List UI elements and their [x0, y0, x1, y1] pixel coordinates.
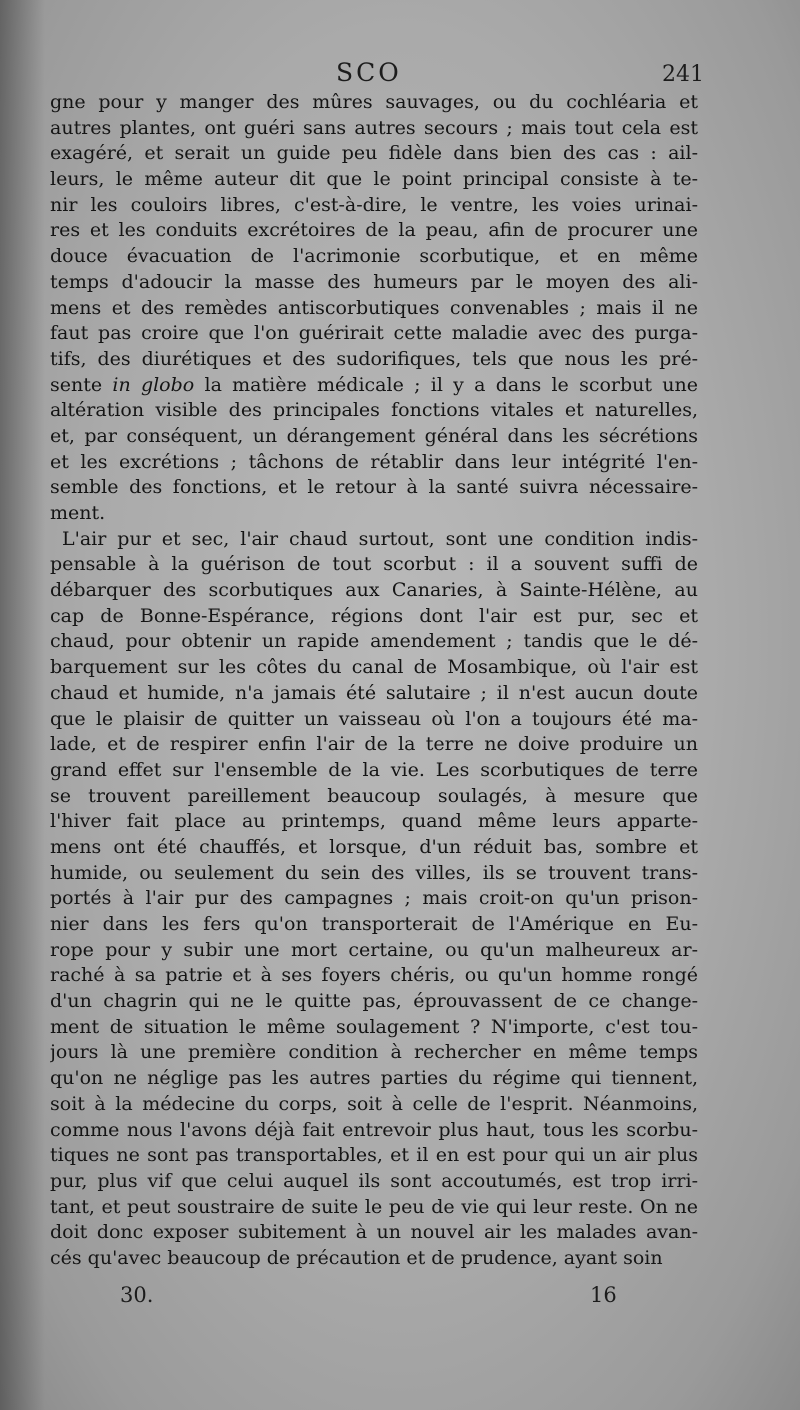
line-text: barquement sur les côtes du canal de Mosambique, où l'air est: [50, 656, 698, 679]
text-line: [50, 501, 698, 527]
text-line: [50, 90, 698, 116]
running-head-title: SCO: [336, 58, 402, 87]
line-text: comme nous l'avons déjà fait entrevoir plus haut, tous les scorbu-: [50, 1118, 698, 1141]
gutter-shadow: [0, 0, 45, 1410]
line-text: tiques ne sont pas transportables, et il en est pour qui un air plus: [50, 1144, 698, 1167]
line-text: pur, plus vif que celui auquel ils sont accoutumés, est trop irri-: [50, 1169, 698, 1192]
line-text: grand effet sur l'ensemble de la vie. Les scorbutiques de terre: [50, 758, 698, 781]
text-line: [50, 989, 698, 1015]
line-text: cap de Bonne-Espérance, régions dont l'air est pur, sec et: [50, 604, 698, 627]
signature-mark-right: 16: [590, 1283, 617, 1307]
text-line: [50, 1220, 698, 1246]
text-line: [50, 167, 698, 193]
line-text: qu'on ne néglige pas les autres parties du régime qui tiennent,: [50, 1067, 698, 1090]
text-line: [50, 116, 698, 142]
line-text: humide, ou seulement du sein des villes, ils se trouvent trans-: [50, 861, 698, 884]
line-text: faut pas croire que l'on guérirait cette maladie avec des purga-: [50, 322, 698, 345]
paragraph-1: [50, 90, 698, 527]
text-line: [50, 1195, 698, 1221]
paragraph-2: [50, 527, 698, 1272]
text-line: [50, 270, 698, 296]
line-text: nier dans les fers qu'on transporterait de l'Amérique en Eu-: [50, 913, 698, 935]
line-text: cés qu'avec beaucoup de précaution et de prudence, ayant soin: [50, 1246, 663, 1269]
text-line: [50, 1040, 698, 1066]
text-line: [50, 1169, 698, 1195]
text-line: [50, 1092, 698, 1118]
line-text-continued: la matière médicale ; il y a dans le scorbut une: [194, 373, 698, 396]
body-text: [50, 90, 698, 1272]
line-text: jours là une première condition à rechercher en même temps: [50, 1041, 698, 1064]
signature-mark-left: 30.: [120, 1283, 154, 1307]
line-text: l'hiver fait place au printemps, quand même leurs apparte-: [50, 810, 698, 833]
text-line: [50, 963, 698, 989]
line-text: portés à l'air pur des campagnes ; mais croit-on qu'un prison-: [50, 887, 698, 910]
text-line: [50, 398, 698, 424]
line-text: et les excrétions ; tâchons de rétablir dans leur intégrité l'en-: [50, 450, 698, 473]
line-text: pensable à la guérison de tout scorbut : il a souvent suffi de: [50, 553, 698, 576]
line-text: L'air pur et sec, l'air chaud surtout, sont une condition indis-: [62, 527, 698, 550]
text-line: [50, 681, 698, 707]
text-line: [50, 578, 698, 604]
line-text: se trouvent pareillement beaucoup soulagés, à mesure que: [50, 784, 698, 807]
text-line: [50, 527, 698, 553]
text-line: [50, 244, 698, 270]
line-text: tant, et peut soustraire de suite le peu de vie qui leur reste. On ne: [50, 1195, 698, 1218]
text-line: [50, 809, 698, 835]
text-line: [50, 912, 698, 938]
text-line: [50, 321, 698, 347]
text-line: [50, 784, 698, 810]
text-line: [50, 424, 698, 450]
line-text: temps d'adoucir la masse des humeurs par le moyen des ali-: [50, 270, 698, 293]
line-text: chaud et humide, n'a jamais été salutaire ; il n'est aucun doute: [50, 681, 698, 704]
italic-phrase: in globo: [112, 373, 195, 396]
line-text: rope pour y subir une mort certaine, ou qu'un malheureux ar-: [50, 938, 698, 961]
text-line: [50, 373, 698, 399]
line-text: semble des fonctions, et le retour à la santé suivra nécessaire-: [50, 476, 698, 499]
text-line: [50, 886, 698, 912]
text-line: [50, 218, 698, 244]
line-text: et, par conséquent, un dérangement général dans les sécrétions: [50, 424, 698, 447]
line-text: leurs, le même auteur dit que le point principal consiste à te-: [50, 168, 698, 191]
line-text: ment de situation le même soulagement ? N'importe, c'est tou-: [50, 1015, 698, 1038]
text-line: [50, 758, 698, 784]
line-text: doit donc exposer subitement à un nouvel air les malades avan-: [50, 1221, 698, 1244]
text-line: [50, 1143, 698, 1169]
line-text: débarquer des scorbutiques aux Canaries, à Sainte-Hélène, au: [50, 579, 698, 602]
text-line: [50, 861, 698, 887]
text-line: [50, 732, 698, 758]
line-text: res et les conduits excrétoires de la peau, afin de procurer une: [50, 219, 698, 242]
text-line: [50, 938, 698, 964]
line-text: tifs, des diurétiques et des sudorifiques, tels que nous les pré-: [50, 347, 698, 370]
text-line: [50, 655, 698, 681]
text-line: [50, 296, 698, 322]
line-text: douce évacuation de l'acrimonie scorbutique, et en même: [50, 245, 698, 268]
line-text: nir les couloirs libres, c'est-à-dire, le ventre, les voies urinai-: [50, 193, 698, 216]
text-line: [50, 835, 698, 861]
line-text: mens et des remèdes antiscorbutiques convenables ; mais il ne: [50, 296, 698, 319]
line-text: ment.: [50, 502, 106, 524]
line-text: autres plantes, ont guéri sans autres secours ; mais tout cela est: [50, 116, 698, 139]
text-line: [50, 1066, 698, 1092]
text-line: [50, 707, 698, 733]
text-line: [50, 604, 698, 630]
text-line: [50, 552, 698, 578]
page-footer: [0, 1283, 800, 1313]
text-line: [50, 450, 698, 476]
text-line: [50, 193, 698, 219]
line-text: mens ont été chauffés, et lorsque, d'un réduit bas, sombre et: [50, 835, 698, 858]
line-text: sente: [50, 373, 113, 396]
page-number: 241: [662, 62, 704, 87]
text-line: [50, 141, 698, 167]
line-text: chaud, pour obtenir un rapide amendement ; tandis que le dé-: [50, 630, 698, 653]
line-text: altération visible des principales fonctions vitales et naturelles,: [50, 399, 698, 422]
line-text: exagéré, et serait un guide peu fidèle dans bien des cas : ail-: [50, 142, 698, 165]
running-head: [0, 58, 800, 88]
line-text: gne pour y manger des mûres sauvages, ou du cochléaria et: [50, 91, 698, 113]
text-line: [50, 1118, 698, 1144]
line-text: lade, et de respirer enfin l'air de la terre ne doive produire un: [50, 733, 698, 756]
text-line: [50, 475, 698, 501]
line-text: d'un chagrin qui ne le quitte pas, éprouvassent de ce change-: [50, 990, 698, 1013]
line-text: soit à la médecine du corps, soit à celle de l'esprit. Néanmoins,: [50, 1092, 698, 1115]
line-text: que le plaisir de quitter un vaisseau où l'on a toujours été ma-: [50, 707, 698, 730]
text-line: [50, 629, 698, 655]
text-line: [50, 347, 698, 373]
text-line: [50, 1246, 698, 1272]
text-line: [50, 1015, 698, 1041]
line-text: raché à sa patrie et à ses foyers chéris, ou qu'un homme rongé: [50, 964, 698, 987]
